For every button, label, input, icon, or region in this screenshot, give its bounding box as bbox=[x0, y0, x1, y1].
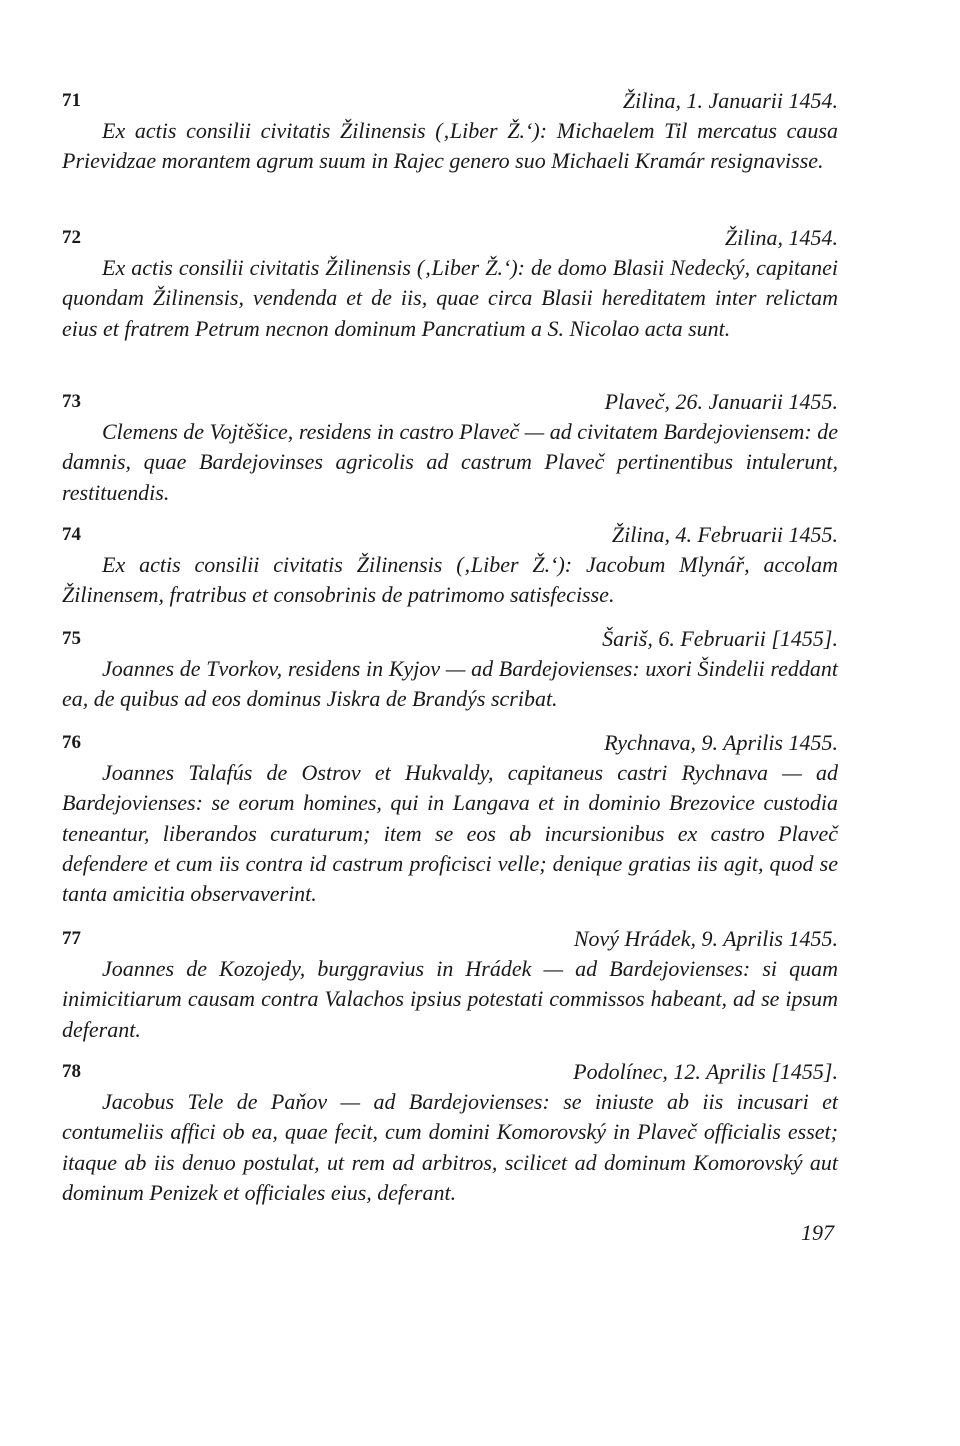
entry-header bbox=[62, 223, 838, 253]
entry-place-date: Rychnava, 9. Aprilis 1455. bbox=[604, 730, 838, 755]
entry-text: Jacobus Tele de Paňov — ad Bardejovienses: se iniuste ab iis incusari et contumeliis affici ob ea, quae fecit, cum domini Komorovský in Plaveč officialis esset; itaque ab iis denuo postulat, ut rem ad arbitros, scilicet ad dominum Komorovský aut dominum Penizek et officiales eius, deferant. bbox=[62, 1089, 838, 1205]
entry-header bbox=[62, 924, 838, 954]
entry-place-date: Nový Hrádek, 9. Aprilis 1455. bbox=[573, 926, 838, 951]
entry-text: Clemens de Vojtěšice, residens in castro Plaveč — ad civitatem Bardejoviensem: de damnis, quae Bardejovinses agricolis ad castrum Plaveč pertinentibus intulerunt, restituendis. bbox=[62, 419, 838, 505]
entry-71 bbox=[62, 86, 838, 177]
entry-number: 76 bbox=[62, 732, 81, 753]
entry-number: 77 bbox=[62, 928, 81, 949]
entry-place-date: Šariš, 6. Februarii [1455]. bbox=[602, 626, 838, 651]
entry-place-date: Žilina, 1454. bbox=[724, 225, 838, 250]
entry-text: Ex actis consilii civitatis Žilinensis (‚Liber Ž.‘): de domo Blasii Nedecký, capitanei quondam Žilinensis, vendenda et de iis, quae circa Blasii hereditatem inter relictam eius et fratrem Petrum necnon dominum Pancratium a S. Nicolao acta sunt. bbox=[62, 255, 838, 341]
entry-number: 74 bbox=[62, 524, 81, 545]
entry-text: Ex actis consilii civitatis Žilinensis (‚Liber Ž.‘): Jacobum Mlynář, accolam Žilinensem, fratribus et consobrinis de patrimomo satisfecisse. bbox=[62, 552, 838, 608]
entry-header bbox=[62, 387, 838, 417]
entry-header bbox=[62, 86, 838, 116]
entry-72 bbox=[62, 223, 838, 344]
entry-text: Joannes Talafús de Ostrov et Hukvaldy, capitaneus castri Rychnava — ad Bardejovienses: se eorum homines, qui in Langava et in dominio Brezovice custodia teneantur, liberandos curaturum; item se eos ab incursionibus ex castro Plaveč defendere et cum iis contra id castrum proficisci velle; denique gratias iis agit, quod se tanta amicitia observaverint. bbox=[62, 760, 838, 907]
entry-75 bbox=[62, 624, 838, 715]
entry-77 bbox=[62, 924, 838, 1045]
entry-text: Ex actis consilii civitatis Žilinensis (‚Liber Ž.‘): Michaelem Til mercatus causa Prievidzae morantem agrum suum in Rajec genero suo Michaeli Kramár resignavisse. bbox=[62, 118, 838, 174]
entry-header bbox=[62, 624, 838, 654]
entry-78 bbox=[62, 1057, 838, 1208]
entry-header bbox=[62, 520, 838, 550]
entry-place-date: Žilina, 4. Februarii 1455. bbox=[611, 522, 838, 547]
entry-74 bbox=[62, 520, 838, 611]
entry-header bbox=[62, 1057, 838, 1087]
entry-number: 73 bbox=[62, 391, 81, 412]
entry-number: 72 bbox=[62, 227, 81, 248]
entry-place-date: Podolínec, 12. Aprilis [1455]. bbox=[573, 1059, 838, 1084]
entry-76 bbox=[62, 728, 838, 909]
entry-place-date: Žilina, 1. Januarii 1454. bbox=[622, 88, 838, 113]
entry-text: Joannes de Tvorkov, residens in Kyjov — ad Bardejovienses: uxori Šindelii reddant ea, de quibus ad eos dominus Jiskra de Brandýs scribat. bbox=[62, 656, 838, 712]
entry-text: Joannes de Kozojedy, burggravius in Hrádek — ad Bardejovienses: si quam inimicitiarum causam contra Valachos ipsius potestati commissos habeant, ad se ipsum deferant. bbox=[62, 956, 838, 1042]
entry-number: 71 bbox=[62, 90, 81, 111]
entry-73 bbox=[62, 387, 838, 508]
entry-number: 75 bbox=[62, 628, 81, 649]
entry-number: 78 bbox=[62, 1061, 81, 1082]
page-number: 197 bbox=[801, 1220, 834, 1245]
entry-header bbox=[62, 728, 838, 758]
entry-place-date: Plaveč, 26. Januarii 1455. bbox=[604, 389, 838, 414]
